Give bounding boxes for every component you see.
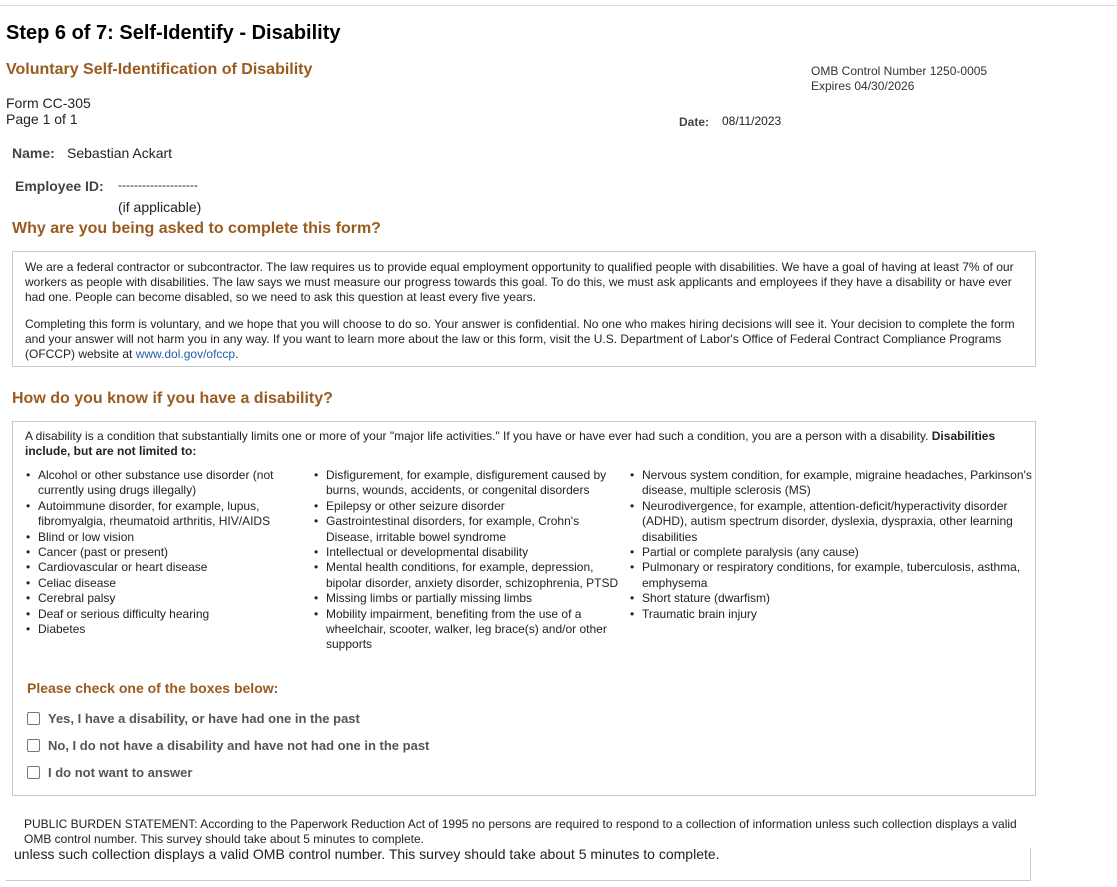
page-info: Page 1 of 1 xyxy=(6,111,78,127)
conditions-list-2 xyxy=(314,468,622,653)
employee-id-note: (if applicable) xyxy=(118,199,202,215)
how-section xyxy=(12,421,1036,796)
step-title: Step 6 of 7: Self-Identify - Disability xyxy=(6,22,341,44)
omb-info xyxy=(811,64,987,94)
form-number: Form CC-305 xyxy=(6,95,91,111)
checkbox-yes[interactable] xyxy=(27,712,40,725)
condition-item: • Diabetes xyxy=(26,622,304,637)
employee-id-label: Employee ID: xyxy=(15,178,104,194)
public-burden-statement: PUBLIC BURDEN STATEMENT: According to the Paperwork Reduction Act of 1995 no persons are required to respond to a collection of information unless such collection displays a valid OMB control number. This survey should take about 5 minutes to complete. xyxy=(24,817,1017,846)
option-decline-label: I do not want to answer xyxy=(48,765,193,780)
condition-item: • Celiac disease xyxy=(26,576,304,591)
checkbox-decline[interactable] xyxy=(27,766,40,779)
conditions-list-3 xyxy=(630,468,1035,622)
option-yes[interactable] xyxy=(27,711,360,726)
checkbox-no[interactable] xyxy=(27,739,40,752)
check-heading: Please check one of the boxes below: xyxy=(27,680,279,696)
burden-overflow-text: unless such collection displays a valid OMB control number. This survey should take about 5 minutes to complete. xyxy=(14,846,720,862)
option-yes-label: Yes, I have a disability, or have had one in the past xyxy=(48,711,360,726)
why-paragraph-2-text: Completing this form is voluntary, and we hope that you will choose to do so. Your answer is confidential. No one who makes hiring decisions will see it. Your decision to complete the form and your answer will not harm you in any way. If you want to learn more about the law or this form, visit the U.S. Department of Labor's Office of Federal Contract Compliance Programs (OFCCP) website at xyxy=(25,317,1015,361)
option-decline[interactable] xyxy=(27,765,192,780)
condition-item: • Traumatic brain injury xyxy=(630,607,1035,622)
conditions-column-1 xyxy=(26,468,304,637)
why-paragraph-1: We are a federal contractor or subcontractor. The law requires us to provide equal employment opportunity to qualified people with disabilities. We have a goal of having at least 7% of our workers as people with disabilities. The law says we must measure our progress towards this goal. To do this, we must ask applicants and employees if they have a disability or have ever had one. People can become disabled, so we need to ask this question at least every five years. xyxy=(25,260,1014,304)
condition-item: • Gastrointestinal disorders, for example, Crohn's Disease, irritable bowel syndrome xyxy=(314,514,622,545)
conditions-column-2 xyxy=(314,468,622,653)
condition-item: • Partial or complete paralysis (any cause) xyxy=(630,545,1035,560)
condition-item: • Neurodivergence, for example, attention-deficit/hyperactivity disorder (ADHD), autism spectrum disorder, dyslexia, dyspraxia, other learning disabilities xyxy=(630,499,1035,545)
condition-item: • Cerebral palsy xyxy=(26,591,304,606)
condition-item: • Blind or low vision xyxy=(26,530,304,545)
form-title: Voluntary Self-Identification of Disability xyxy=(6,61,313,78)
how-intro-bold: Disabilities include, but are not limited to: xyxy=(25,429,996,458)
condition-item: • Epilepsy or other seizure disorder xyxy=(314,499,622,514)
conditions-column-3 xyxy=(630,468,1035,622)
why-section xyxy=(12,251,1036,367)
condition-item: • Missing limbs or partially missing limbs xyxy=(314,591,622,606)
condition-item: • Cancer (past or present) xyxy=(26,545,304,560)
condition-item: • Nervous system condition, for example, migraine headaches, Parkinson's disease, multiple sclerosis (MS) xyxy=(630,468,1035,499)
condition-item: • Mobility impairment, benefiting from the use of a wheelchair, scooter, walker, leg brace(s) and/or other supports xyxy=(314,607,622,653)
form-identifier xyxy=(6,95,91,127)
condition-item: • Alcohol or other substance use disorder (not currently using drugs illegally) xyxy=(26,468,304,499)
ofccp-link[interactable]: www.dol.gov/ofccp xyxy=(135,347,236,361)
name-label: Name: xyxy=(12,145,55,161)
date-label: Date: xyxy=(679,115,710,129)
why-heading: Why are you being asked to complete this form? xyxy=(12,220,381,237)
date-value: 08/11/2023 xyxy=(722,114,782,128)
option-no-label: No, I do not have a disability and have not had one in the past xyxy=(48,738,430,753)
condition-item: • Pulmonary or respiratory conditions, for example, tuberculosis, asthma, emphysema xyxy=(630,560,1035,591)
why-link-suffix: . xyxy=(235,347,239,361)
how-heading: How do you know if you have a disability? xyxy=(12,390,333,407)
condition-item: • Intellectual or developmental disability xyxy=(314,545,622,560)
top-divider xyxy=(0,5,1117,6)
condition-item: • Disfigurement, for example, disfigurement caused by burns, wounds, accidents, or congenital disorders xyxy=(314,468,622,499)
conditions-list-1 xyxy=(26,468,304,637)
how-intro-text: A disability is a condition that substantially limits one or more of your "major life activities." If you have or have ever had such a condition, you are a person with a disability. xyxy=(25,429,929,443)
condition-item: • Cardiovascular or heart disease xyxy=(26,560,304,575)
omb-expires: Expires 04/30/2026 xyxy=(811,79,915,93)
how-intro xyxy=(25,429,1021,459)
employee-id-value: -------------------- xyxy=(118,178,198,192)
condition-item: • Deaf or serious difficulty hearing xyxy=(26,607,304,622)
omb-control-number: OMB Control Number 1250-0005 xyxy=(811,64,988,78)
name-value: Sebastian Ackart xyxy=(67,145,173,161)
condition-item: • Autoimmune disorder, for example, lupus, fibromyalgia, rheumatoid arthritis, HIV/AIDS xyxy=(26,499,304,530)
why-paragraph-2 xyxy=(25,317,1021,362)
condition-item: • Mental health conditions, for example, depression, bipolar disorder, anxiety disorder, schizophrenia, PTSD xyxy=(314,560,622,591)
condition-item: • Short stature (dwarfism) xyxy=(630,591,1035,606)
option-no[interactable] xyxy=(27,738,429,753)
